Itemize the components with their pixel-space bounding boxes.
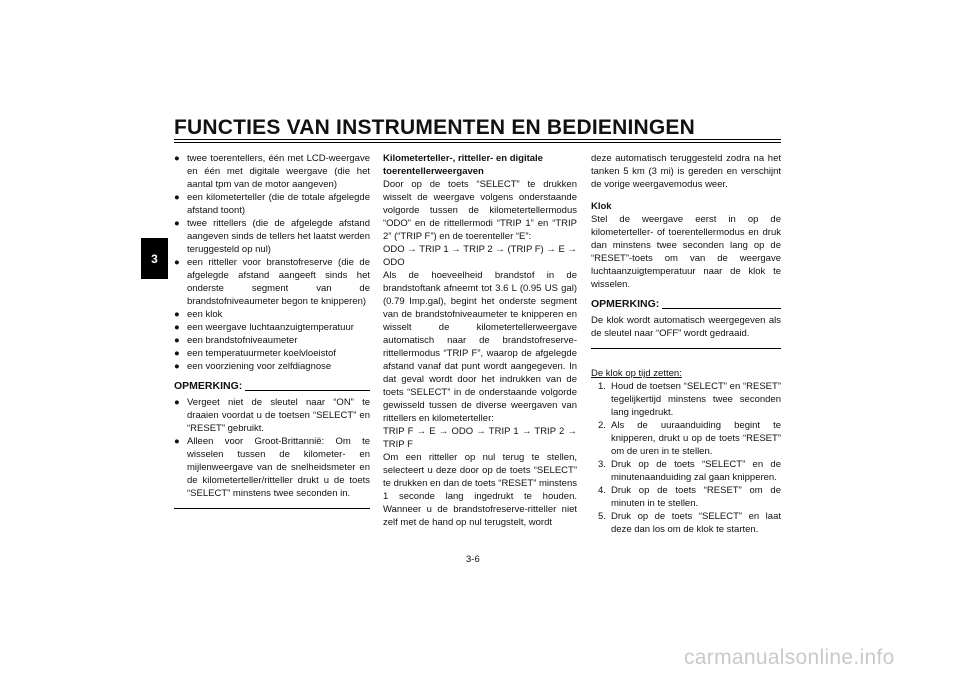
bullet-icon: ● xyxy=(174,218,180,229)
display-sequence: TRIP F → E → ODO → TRIP 1 → TRIP 2 → TRIP F xyxy=(383,426,577,450)
list-item: ● een ritteller voor branstofreserve (die de afgelegde afstand aangeeft sinds het onderste segment van de brandstofniveaumeter begon te knipperen) xyxy=(174,257,370,307)
list-item: ● Vergeet niet de sleutel naar “ON” te draaien voordat u de toetsen “SELECT” en “RESET” gebruikt. xyxy=(174,397,370,434)
bullet-icon: ● xyxy=(174,436,180,447)
list-item: ● een kilometerteller (die de totale afgelegde afstand toont) xyxy=(174,192,370,216)
column-left xyxy=(174,152,370,509)
column-middle xyxy=(383,152,577,529)
note-paragraph: De klok wordt automatisch weergegeven als de sleutel naar “OFF” wordt gedraaid. xyxy=(591,315,781,339)
note-end-rule xyxy=(591,348,781,349)
bullet-icon: ● xyxy=(174,192,180,203)
note-header: OPMERKING: xyxy=(174,380,370,393)
column-right xyxy=(591,152,781,536)
paragraph: Als de hoeveelheid brandstof in de brandstoftank afneemt tot 3.6 L (0.95 US gal) (0.79 Imp.gal), begint het onderste segment van de brandstofniveaumeter te knipperen en wisselt de kilometertellerweergave automatisch naar de brandstofreserve-rittellermodus “TRIP F”, waarop de afgelegde afstand vanaf dat punt wordt aangegeven. In dat geval wordt door het indrukken van de toets “SELECT” in de onderstaande volgorde gewisseld tussen de diverse weergaven van rittellers en kilometerteller: xyxy=(383,270,577,424)
display-sequence: ODO → TRIP 1 → TRIP 2 → (TRIP F) → E → ODO xyxy=(383,244,577,268)
step-item: 5. Druk op de toets “SELECT” en laat deze dan los om de klok te starten. xyxy=(598,511,781,535)
note-rule xyxy=(245,390,370,391)
list-item: ● twee toerentellers, één met LCD-weergave en één met digitale weergave (die het aantal tpm van de motor aangeven) xyxy=(174,153,370,190)
bullet-icon: ● xyxy=(174,153,180,164)
paragraph: deze automatisch teruggesteld zodra na het tanken 5 km (3 mi) is gereden en verschijnt de vorige weergavemodus weer. xyxy=(591,153,781,190)
section-heading: Klok xyxy=(591,201,612,212)
list-item: ● een voorziening voor zelfdiagnose xyxy=(174,361,332,372)
page-title: FUNCTIES VAN INSTRUMENTEN EN BEDIENINGEN xyxy=(174,116,695,139)
step-item: 3. Druk op de toets “SELECT” en de minutenaanduiding zal gaan knipperen. xyxy=(598,459,781,483)
bullet-icon: ● xyxy=(174,257,180,268)
section-heading: Kilometerteller-, ritteller- en digitale toerentellerweergaven xyxy=(383,153,543,177)
bullet-icon: ● xyxy=(174,397,180,408)
paragraph: Stel de weergave eerst in op de kilometerteller- of toerentellermodus en druk dan minstens twee seconden lang op de “RESET”-toets om van de weergave luchtaanzuigtemperatuur naar de klok te wisselen. xyxy=(591,214,781,290)
bullet-icon: ● xyxy=(174,322,180,333)
paragraph: Om een ritteller op nul terug te stellen, selecteert u deze door op de toets “SELECT” te drukken en dan de toets “RESET” minstens 1 seconde lang ingedrukt te houden. Wanneer u de brandstofreserve-ritteller niet zelf met de hand op nul terugstelt, wordt xyxy=(383,452,577,528)
bullet-icon: ● xyxy=(174,361,180,372)
paragraph: Door op de toets “SELECT” te drukken wisselt de weergave volgens onderstaande volgorde tussen de kilometertellermodus “ODO” en de rittellermodi “TRIP 1” en “TRIP 2” (“TRIP F”) en de toerenteller “E”: xyxy=(383,179,577,242)
step-item: 2. Als de uuraanduiding begint te knipperen, drukt u op de toets “RESET” om de uren in te stellen. xyxy=(598,420,781,457)
steps-list xyxy=(591,380,781,536)
list-item: ● een klok xyxy=(174,309,223,320)
feature-list xyxy=(174,152,370,373)
note-rule xyxy=(662,308,781,309)
note-header: OPMERKING: xyxy=(591,298,781,311)
note-list xyxy=(174,396,370,500)
list-item: ● Alleen voor Groot-Brittannië: Om te wisselen tussen de kilometer- en mijlenweergave van de snelheidsmeter en de kilometerteller/ritteller drukt u de toets “SELECT” minstens twee seconden in. xyxy=(174,436,370,499)
step-item: 4. Druk op de toets “RESET” om de minuten in te stellen. xyxy=(598,485,781,509)
chapter-tab: 3 xyxy=(141,238,168,279)
list-item: ● een weergave luchtaanzuigtemperatuur xyxy=(174,322,354,333)
bullet-icon: ● xyxy=(174,335,180,346)
note-end-rule xyxy=(174,508,370,509)
page-number: 3-6 xyxy=(466,554,480,565)
list-item: ● een brandstofniveaumeter xyxy=(174,335,298,346)
title-rule xyxy=(174,139,781,140)
subheading: De klok op tijd zetten: xyxy=(591,368,682,379)
bullet-icon: ● xyxy=(174,348,180,359)
step-item: 1. Houd de toetsen “SELECT” en “RESET” tegelijkertijd minstens twee seconden lang ingedrukt. xyxy=(598,381,781,418)
bullet-icon: ● xyxy=(174,309,180,320)
title-rule-thin xyxy=(174,142,781,143)
watermark: carmanualsonline.info xyxy=(684,646,895,669)
list-item: ● twee rittellers (die de afgelegde afstand aangeven sinds de tellers het laatst werden teruggesteld op nul) xyxy=(174,218,370,255)
list-item: ● een temperatuurmeter koelvloeistof xyxy=(174,348,336,359)
